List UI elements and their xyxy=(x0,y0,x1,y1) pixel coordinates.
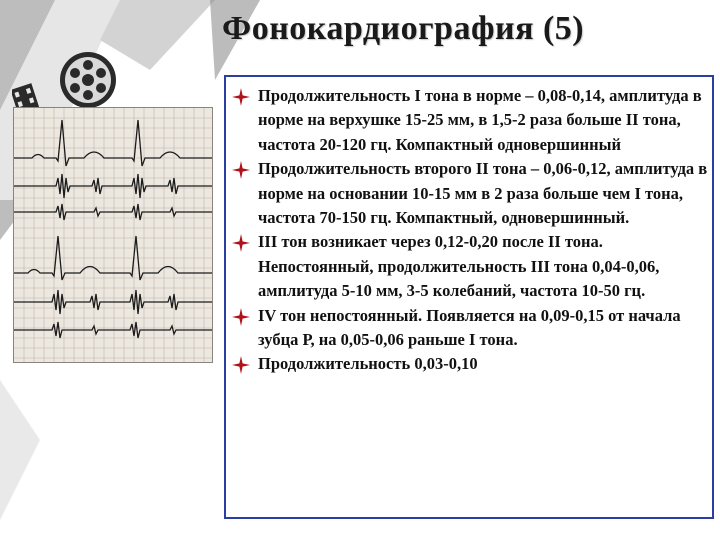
bullet-star-icon xyxy=(232,308,250,326)
bullet-star-icon xyxy=(232,161,250,179)
bullet-item xyxy=(232,230,710,303)
bullet-text: Продолжительность второго II тона – 0,06-0,12, амплитуда в норме на основании 10-15 мм в 2 раза больше чем I тона, частота 70-150 гц. Компактный, одновершинный. xyxy=(258,159,708,228)
bullet-list xyxy=(232,84,710,377)
bullet-text: Продолжительность 0,03-0,10 xyxy=(258,354,478,374)
bullet-text: III тон возникает через 0,12-0,20 после II тона. Непостоянный, продолжительность III тона 0,04-0,06, амплитуда 5-10 мм, 3-5 колебаний, частота 10-50 гц. xyxy=(258,232,660,301)
slide-title: Фонокардиография (5) xyxy=(222,10,585,47)
bullet-star-icon xyxy=(232,234,250,252)
phonocardiogram-image xyxy=(13,107,213,363)
bullet-item xyxy=(232,84,710,157)
bullet-star-icon xyxy=(232,356,250,374)
bullet-item xyxy=(232,352,710,376)
bullet-text: IV тон непостоянный. Появляется на 0,09-0,15 от начала зубца Р, на 0,05-0,06 раньше I тона. xyxy=(258,305,681,350)
bullet-item xyxy=(232,304,710,353)
bullet-item xyxy=(232,157,710,230)
bullet-text: Продолжительность I тона в норме – 0,08-0,14, амплитуда в норме на верхушке 15-25 мм, в 1,5-2 раза больше II тона, частота 20-120 гц. Компактный одновершинный xyxy=(258,86,702,154)
bullet-star-icon xyxy=(232,88,250,106)
phonocardiogram-traces xyxy=(14,108,212,362)
